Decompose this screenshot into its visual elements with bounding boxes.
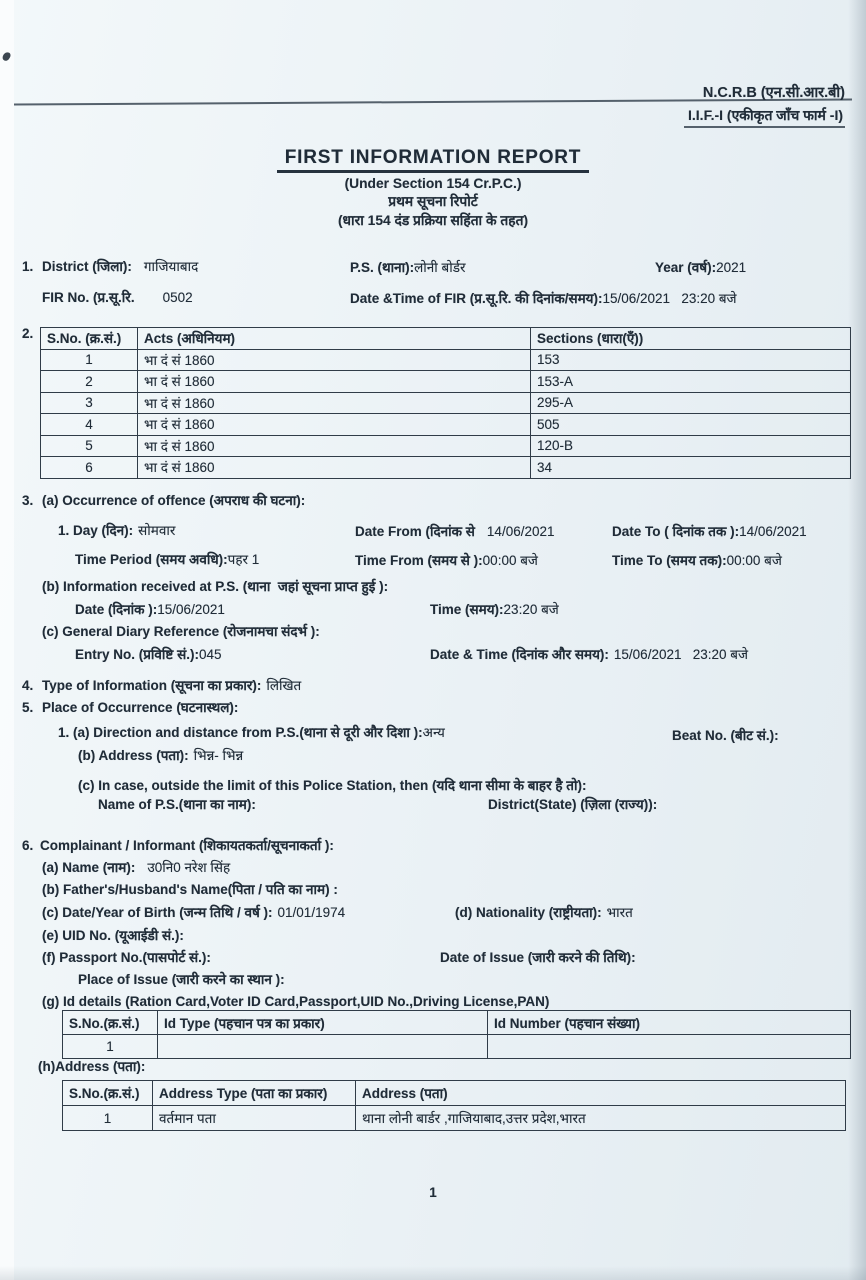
place-of-issue-label: Place of Issue (जारी करने का स्थान ):: [78, 972, 285, 987]
entry-no-label: Entry No. (प्रविष्टि सं.):: [75, 647, 199, 662]
ps-line: [350, 259, 465, 276]
day-value: सोमवार: [138, 523, 176, 538]
time-period-line: [75, 551, 259, 568]
section6-number: 6.: [22, 838, 34, 853]
complainant-name-value: उ0नि0 नरेश सिंह: [147, 860, 231, 875]
column-header: Address Type (पता का प्रकार): [153, 1081, 356, 1106]
date-of-issue-label: Date of Issue (जारी करने की तिथि):: [440, 950, 636, 965]
table-row: [41, 349, 851, 371]
table-cell: भा दं सं 1860: [138, 435, 531, 457]
table-cell: 2: [41, 371, 138, 393]
ps-value: लोनी बोर्डर: [414, 260, 466, 275]
occurrence-heading: (a) Occurrence of offence (अपराध की घटना):: [42, 493, 306, 508]
district-label: District (जिला):: [42, 259, 132, 274]
table-cell: भा दं सं 1860: [138, 457, 531, 479]
fir-no-value: 0502: [162, 290, 193, 305]
beat-no-label: Beat No. (बीट सं.):: [672, 728, 779, 743]
time-from-line: [355, 552, 538, 569]
header-row: [41, 328, 851, 350]
table-cell: 5: [41, 435, 138, 457]
table-cell: 4: [41, 414, 138, 436]
occurrence-address-label: (b) Address (पता):: [78, 748, 189, 763]
complainant-heading: Complainant / Informant (शिकायतकर्ता/सूचनाकर्ता ):: [40, 838, 334, 853]
column-header: S.No.(क्र.सं.): [63, 1081, 153, 1106]
header-row: [63, 1081, 846, 1106]
address-heading: (h)Address (पता):: [38, 1059, 146, 1074]
year-label: Year (वर्ष):: [655, 260, 717, 275]
day-label: 1. Day (दिन):: [58, 523, 134, 538]
ps-label: P.S. (थाना):: [350, 260, 415, 275]
title-block: [0, 147, 866, 230]
scan-edge-bottom: [0, 1266, 866, 1280]
address-table-head: [63, 1081, 846, 1106]
gd-datetime-line: [430, 646, 748, 663]
table-row: [63, 1035, 851, 1059]
type-of-information-line: [42, 677, 301, 694]
section2-number: 2.: [22, 326, 34, 341]
type-of-information-value: लिखित: [266, 678, 302, 693]
id-table-head: [63, 1011, 851, 1035]
table-cell: 6: [41, 457, 138, 479]
date-to-label: Date To ( दिनांक तक ):: [612, 524, 740, 539]
dob-line: [42, 904, 345, 921]
dob-label: (c) Date/Year of Birth (जन्म तिथि / वर्ष ):: [42, 905, 273, 920]
acts-table-body: [41, 349, 851, 478]
id-table-body: [63, 1035, 851, 1059]
dob-value: 01/01/1974: [277, 905, 346, 920]
column-header: S.No.(क्र.सं.): [63, 1011, 158, 1035]
ps-name-label: Name of P.S.(थाना का नाम):: [98, 797, 256, 812]
table-cell: भा दं सं 1860: [138, 371, 531, 393]
date-from-line: [355, 523, 555, 540]
date-to-line: [612, 523, 807, 540]
table-cell: 153-A: [531, 371, 851, 393]
date-from-label: Date From (दिनांक से: [355, 524, 475, 539]
date-from-value: 14/06/2021: [486, 524, 555, 539]
date-to-value: 14/06/2021: [739, 524, 807, 539]
gd-reference-heading: (c) General Diary Reference (रोजनामचा संदर्भ ):: [42, 624, 320, 639]
section3-number: 3.: [22, 493, 34, 508]
table-row: [41, 371, 851, 393]
section5-number: 5.: [22, 700, 34, 715]
fir-datetime-line: [350, 290, 737, 307]
table-cell: भा दं सं 1860: [138, 414, 531, 436]
id-details-heading: (g) Id details (Ration Card,Voter ID Card,Passport,UID No.,Driving License,PAN): [42, 994, 550, 1009]
subtitle-hindi-under-section: (धारा 154 दंड प्रक्रिया सहिंता के तहत): [337, 213, 529, 228]
entry-no-line: [75, 646, 221, 663]
table-cell: [488, 1035, 851, 1059]
time-to-line: [612, 552, 782, 569]
table-cell: 153: [531, 349, 851, 371]
column-header: Id Type (पहचान पत्र का प्रकार): [158, 1011, 488, 1035]
header-row: [63, 1011, 851, 1035]
day-line: [58, 522, 175, 539]
section1-number: 1.: [22, 259, 34, 274]
column-header: Address (पता): [356, 1081, 846, 1106]
table-cell: 1: [63, 1106, 153, 1131]
acts-table-head: [41, 328, 851, 350]
address-table-body: [63, 1106, 846, 1131]
type-of-information-label: Type of Information (सूचना का प्रकार):: [42, 678, 262, 693]
time-period-value: पहर 1: [227, 552, 260, 567]
section4-number: 4.: [22, 678, 34, 693]
year-value: 2021: [716, 260, 747, 275]
father-husband-name-label: (b) Father's/Husband's Name(पिता / पति का नाम) :: [42, 882, 338, 897]
district-state-label: District(State) (ज़िला (राज्य)):: [488, 797, 658, 812]
nationality-label: (d) Nationality (राष्ट्रीयता):: [455, 905, 602, 920]
received-date-label: Date (दिनांक ):: [75, 602, 158, 617]
time-period-label: Time Period (समय अवधि):: [75, 552, 228, 567]
entry-no-value: 045: [198, 647, 222, 662]
gd-datetime-label: Date & Time (दिनांक और समय):: [430, 647, 609, 662]
id-details-table: [62, 1010, 851, 1059]
received-time-label: Time (समय):: [430, 602, 504, 617]
page-title: FIRST INFORMATION REPORT: [277, 147, 589, 173]
year-line: [655, 259, 746, 276]
time-from-label: Time From (समय से ):: [355, 553, 483, 568]
received-date-value: 15/06/2021: [157, 602, 225, 617]
table-cell: 505: [531, 414, 851, 436]
fir-no-label: FIR No. (प्र.सू.रि.: [42, 290, 135, 305]
received-time-line: [430, 601, 559, 618]
direction-value: अन्य: [422, 725, 445, 740]
table-cell: भा दं सं 1860: [138, 392, 531, 414]
occurrence-address-value: भिन्न- भिन्न: [193, 748, 244, 763]
fir-datetime-value: 15/06/2021 23:20 बजे: [602, 291, 737, 306]
fir-datetime-label: Date &Time of FIR (प्र.सू.रि. की दिनांक/समय):: [350, 291, 603, 306]
table-cell: वर्तमान पता: [153, 1106, 356, 1131]
ncrb-label: N.C.R.B (एन.सी.आर.बी): [702, 85, 845, 101]
complainant-name-line: [42, 859, 230, 876]
fir-no-line: [42, 289, 193, 306]
time-to-label: Time To (समय तक):: [612, 553, 727, 568]
table-cell: 1: [41, 349, 138, 371]
occurrence-address-line: [78, 747, 243, 764]
column-header: Sections (धारा(एँ)): [531, 328, 851, 350]
column-header: Acts (अधिनियम): [138, 328, 531, 350]
district-line: [42, 258, 198, 275]
subtitle-under-section: (Under Section 154 Cr.P.C.): [344, 176, 522, 191]
time-from-value: 00:00 बजे: [482, 553, 538, 568]
complainant-address-table: [62, 1080, 846, 1131]
time-to-value: 00:00 बजे: [726, 553, 782, 568]
table-cell: 120-B: [531, 435, 851, 457]
uid-no-label: (e) UID No. (यूआईडी सं.):: [42, 928, 184, 943]
page-number: 1: [429, 1185, 437, 1200]
table-cell: 34: [531, 457, 851, 479]
table-cell: थाना लोनी बार्डर ,गाजियाबाद,उत्तर प्रदेश,भारत: [356, 1106, 846, 1131]
table-row: [41, 457, 851, 479]
table-row: [41, 392, 851, 414]
nationality-value: भारत: [606, 905, 633, 920]
table-cell: [158, 1035, 488, 1059]
column-header: Id Number (पहचान संख्या): [488, 1011, 851, 1035]
outside-limit-heading: (c) In case, outside the limit of this Police Station, then (यदि थाना सीमा के बाहर है तो):: [78, 778, 587, 793]
direction-label: 1. (a) Direction and distance from P.S.(थाना से दूरी और दिशा ):: [58, 725, 423, 740]
nationality-line: [455, 904, 633, 921]
gd-datetime-value: 15/06/2021 23:20 बजे: [613, 647, 748, 662]
table-cell: 3: [41, 392, 138, 414]
subtitle-hindi-title: प्रथम सूचना रिपोर्ट: [388, 194, 478, 209]
table-row: [41, 435, 851, 457]
table-row: [41, 414, 851, 436]
place-of-occurrence-heading: Place of Occurrence (घटनास्थल):: [42, 700, 239, 715]
table-cell: भा दं सं 1860: [138, 349, 531, 371]
received-time-value: 23:20 बजे: [503, 602, 559, 617]
table-row: [63, 1106, 846, 1131]
passport-no-label: (f) Passport No.(पासपोर्ट सं.):: [42, 950, 211, 965]
received-date-line: [75, 601, 225, 618]
district-value: गाजियाबाद: [143, 259, 199, 274]
acts-sections-table: [40, 327, 851, 479]
info-received-heading: (b) Information received at P.S. (थाना जहां सूचना प्राप्त हुई ):: [42, 579, 389, 594]
direction-line: [58, 724, 445, 741]
iif-form-label: I.I.F.-I (एकीकृत जाँच फार्म -I): [684, 106, 845, 128]
table-cell: 1: [63, 1035, 158, 1059]
table-cell: 295-A: [531, 392, 851, 414]
column-header: S.No. (क्र.सं.): [41, 328, 138, 350]
complainant-name-label: (a) Name (नाम):: [42, 860, 136, 875]
